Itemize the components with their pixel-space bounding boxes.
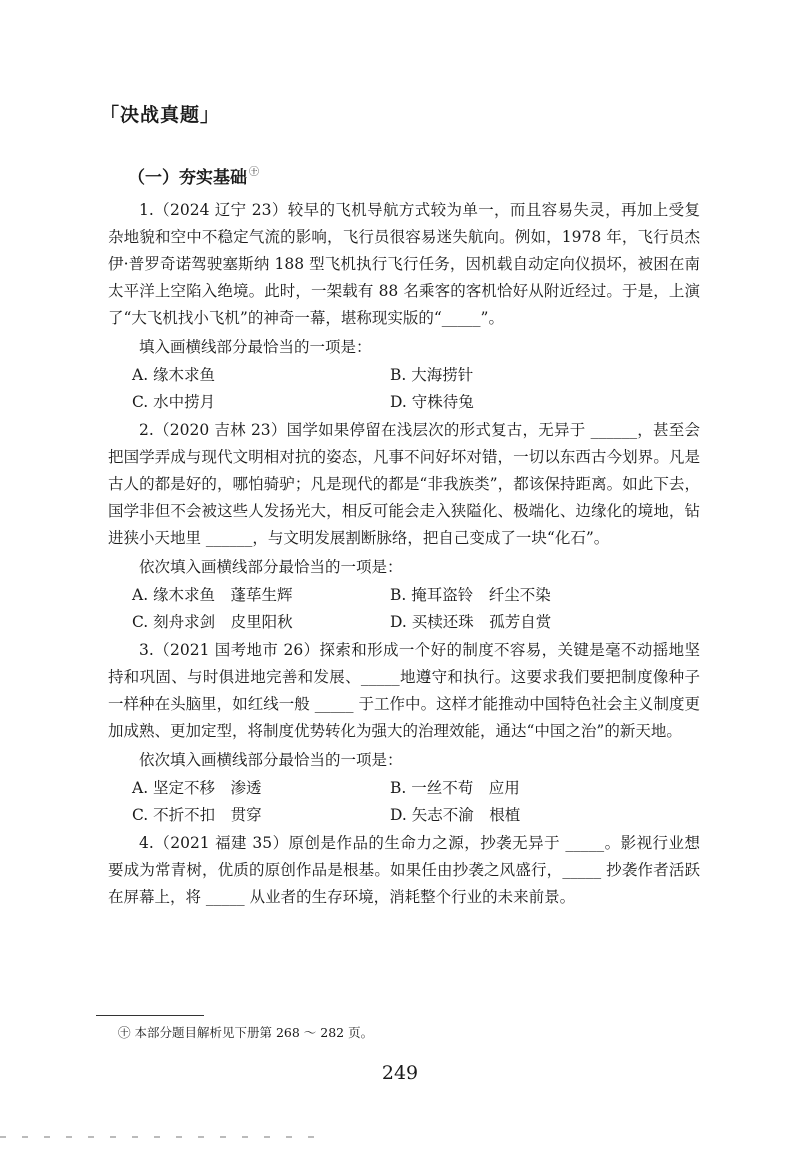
question-2-instruction: 依次填入画横线部分最恰当的一项是： <box>139 558 403 576</box>
question-1-instruction: 填入画横线部分最恰当的一项是： <box>139 338 372 356</box>
section-title-text: （一）夯实基础 <box>128 168 247 188</box>
option-d: D. 守株待兔 <box>390 393 474 411</box>
section-title <box>128 163 259 188</box>
scan-artifact <box>0 1136 320 1138</box>
option-c: C. 刻舟求剑 皮里阳秋 <box>132 613 293 631</box>
question-3-options <box>132 775 700 829</box>
option-b: B. 一丝不苟 应用 <box>390 779 520 797</box>
question-1-text: 1.（2024 辽宁 23）较早的飞机导航方式较为单一，而且容易失灵，再加上受复杂地貌和空中不稳定气流的影响，飞行员很容易迷失航向。例如，1978 年，飞行员杰伊·普罗奇诺驾驶塞斯纳 188 型飞机执行飞行任务，因机载自动定向仪损坏，被困在南太平洋上空陷入绝境。此时，一架载有 88 名乘客的客机恰好从附近经过。于是，上演了“大飞机找小飞机”的神奇一幕，堪称现实版的“_____”。 <box>108 201 700 327</box>
option-d: D. 矢志不渝 根植 <box>390 806 521 824</box>
question-4-text: 4.（2021 福建 35）原创是作品的生命力之源，抄袭无异于 _____。影视行业想要成为常青树，优质的原创作品是根基。如果任由抄袭之风盛行，_____ 抄袭作者活跃在屏幕上，将 _____ 从业者的生存环境，消耗整个行业的未来前景。 <box>108 834 700 906</box>
question-1-options <box>132 362 700 416</box>
option-c: C. 水中捞月 <box>132 393 216 411</box>
option-a: A. 缘木求鱼 蓬荜生辉 <box>132 586 293 604</box>
question-2-text: 2.（2020 吉林 23）国学如果停留在浅层次的形式复古，无异于 ______，甚至会把国学弄成与现代文明相对抗的姿态，凡事不问好坏对错，一切以东西古今划界。凡是古人的都是好的，哪怕骑驴；凡是现代的都是“非我族类”，都该保持距离。如此下去，国学非但不会被这些人发扬光大，相反可能会走入狭隘化、极端化、边缘化的境地，钻进狭小天地里 ______，与文明发展割断脉络，把自己变成了一块“化石”。 <box>108 421 700 547</box>
option-a: A. 缘木求鱼 <box>132 366 216 384</box>
option-c: C. 不折不扣 贯穿 <box>132 806 262 824</box>
option-a: A. 坚定不移 渗透 <box>132 779 262 797</box>
questions-container <box>108 197 700 911</box>
option-b: B. 大海捞针 <box>390 366 474 384</box>
chapter-header: 「决战真题」 <box>100 104 221 126</box>
page-number: 249 <box>381 1062 419 1084</box>
footnote-divider <box>96 1015 204 1016</box>
option-d: D. 买椟还珠 孤芳自赏 <box>390 613 552 631</box>
footnote: ㊉ 本部分题目解析见下册第 268 ～ 282 页。 <box>118 1025 374 1040</box>
question-3-instruction: 依次填入画横线部分最恰当的一项是： <box>139 751 403 769</box>
question-2-options <box>132 582 700 636</box>
question-3-text: 3.（2021 国考地市 26）探索和形成一个好的制度不容易，关键是毫不动摇地坚持和巩固、与时俱进地完善和发展、_____地遵守和执行。这要求我们要把制度像种子一样种在头脑里，如红线一般 _____ 于工作中。这样才能推动中国特色社会主义制度更加成熟、更加定型，将制度优势转化为强大的治理效能，通达“中国之治”的新天地。 <box>108 641 700 740</box>
footnote-mark-icon: ㊉ <box>249 167 259 178</box>
option-b: B. 掩耳盗铃 纤尘不染 <box>390 586 551 604</box>
